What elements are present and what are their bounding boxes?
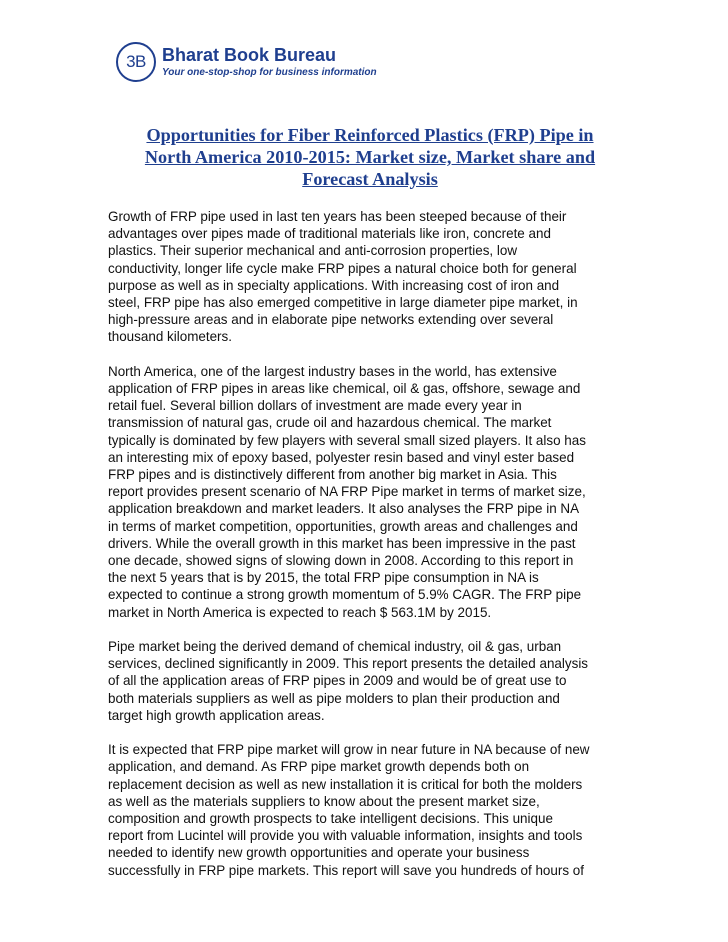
text-line: target high growth application areas. xyxy=(108,707,325,723)
text-line: transmission of natural gas, crude oil and hazardous chemical. The market xyxy=(108,415,552,431)
text-line: one decade, showed signs of slowing down in 2008. According to this report in xyxy=(108,553,574,569)
text-line: application breakdown and market leaders. It also analyses the FRP pipe in NA xyxy=(108,501,580,517)
title-line: Forecast Analysis xyxy=(302,169,438,189)
text-line: replacement decision as well as new installation it is critical for both the molders xyxy=(108,776,583,792)
paragraph-pipe-market xyxy=(108,638,628,724)
paragraph-frp-growth xyxy=(108,208,628,346)
text-line: purpose as well as in specialty applications. With increasing cost of iron and xyxy=(108,277,560,293)
text-line: advantages over pipes made of traditional materials like iron, concrete and xyxy=(108,226,551,242)
text-line: retail fuel. Several billion dollars of investment are made every year in xyxy=(108,398,522,414)
text-line: conductivity, longer life cycle make FRP pipes a natural choice both for general xyxy=(108,260,577,276)
text-line: typically is dominated by few players with several small sized players. It also has xyxy=(108,432,586,448)
text-line: plastics. Their superior mechanical and anti-corrosion properties, low xyxy=(108,243,518,259)
text-line: It is expected that FRP pipe market will grow in near future in NA because of new xyxy=(108,742,590,758)
text-line: expected to continue a strong growth momentum of 5.9% CAGR. The FRP pipe xyxy=(108,587,582,603)
text-line: drivers. While the overall growth in this market has been impressive in the past xyxy=(108,535,576,551)
text-line: North America, one of the largest industry bases in the world, has extensive xyxy=(108,363,557,379)
company-logo xyxy=(116,42,436,86)
text-line: FRP pipes and is distinctively different from another big market in Asia. This xyxy=(108,467,557,483)
document-title xyxy=(120,124,620,190)
text-line: thousand kilometers. xyxy=(108,329,232,345)
text-line: report provides present scenario of NA FRP Pipe market in terms of market size, xyxy=(108,484,586,500)
logo-company-name: Bharat Book Bureau xyxy=(162,45,337,65)
text-line: application of FRP pipes in areas like chemical, oil & gas, offshore, sewage and xyxy=(108,381,581,397)
text-line: high-pressure areas and in elaborate pipe networks extending over several xyxy=(108,312,554,328)
text-line: needed to identify new growth opportunities and operate your business xyxy=(108,845,530,861)
text-line: the next 5 years that is by 2015, the total FRP pipe consumption in NA is xyxy=(108,570,539,586)
text-line: both materials suppliers as well as pipe molders to plan their production and xyxy=(108,690,560,706)
text-line: application, and demand. As FRP pipe market growth depends both on xyxy=(108,759,530,775)
title-line: Opportunities for Fiber Reinforced Plastics (FRP) Pipe in xyxy=(146,125,594,145)
text-line: successfully in FRP pipe markets. This report will save you hundreds of hours of xyxy=(108,862,585,878)
title-line: North America 2010-2015: Market size, Market share and xyxy=(144,147,596,167)
logo-tagline: Your one-stop-shop for business information xyxy=(162,67,377,78)
text-line: of all the application areas of FRP pipes in 2009 and would be of great use to xyxy=(108,673,567,689)
text-line: as well as the materials suppliers to know about the present market size, xyxy=(108,793,540,809)
logo-mark-icon: 3B xyxy=(116,42,156,82)
text-line: services, declined significantly in 2009. This report presents the detailed analysis xyxy=(108,656,589,672)
text-line: Pipe market being the derived demand of chemical industry, oil & gas, urban xyxy=(108,639,562,655)
text-line: steel, FRP pipe has also emerged competitive in large diameter pipe market, in xyxy=(108,295,578,311)
text-line: market in North America is expected to reach $ 563.1M by 2015. xyxy=(108,604,492,620)
text-line: composition and growth prospects to take intelligent decisions. This unique xyxy=(108,811,553,827)
document-body xyxy=(108,208,628,896)
text-line: Growth of FRP pipe used in last ten years has been steeped because of their xyxy=(108,209,567,224)
text-line: in terms of market competition, opportunities, growth areas and challenges and xyxy=(108,518,578,534)
paragraph-north-america xyxy=(108,363,628,621)
text-line: an interesting mix of epoxy based, polyester resin based and vinyl ester based xyxy=(108,449,575,465)
paragraph-future-growth xyxy=(108,741,628,879)
text-line: report from Lucintel will provide you with valuable information, insights and tools xyxy=(108,828,583,844)
